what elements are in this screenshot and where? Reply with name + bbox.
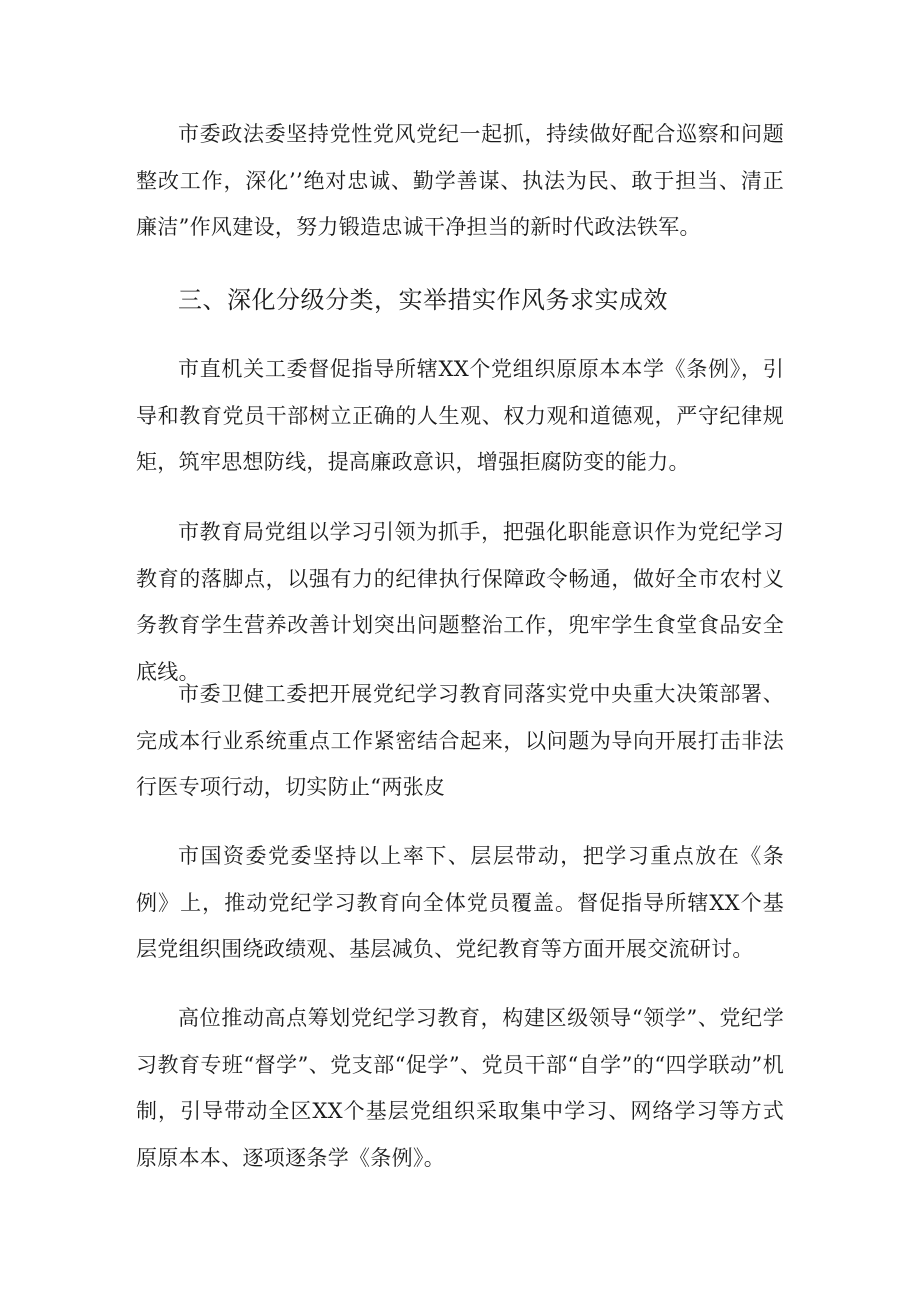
section-heading: 三、深化分级分类，实举措实作风务求实成效 [178,286,668,314]
body-paragraph-sasac: 市国资委党委坚持以上率下、层层带动，把学习重点放在《条例》上，推动党纪学习教育向全体党员覆盖。督促指导所辖XX个基层党组织围绕政绩观、基层减负、党纪教育等方面开展交流研讨。 [136,844,784,961]
body-paragraph-political-legal: 市委政法委坚持党性党风党纪一起抓，持续做好配合巡察和问题整改工作，深化’’绝对忠诚、勤学善谋、执法为民、敢于担当、清正廉洁”作风建设，努力锻造忠诚干净担当的新时代政法铁军。 [136,122,784,239]
body-paragraph-education-bureau: 市教育局党组以学习引领为抓手，把强化职能意识作为党纪学习教育的落脚点，以强有力的纪律执行保障政令畅通，做好全市农村义务教育学生营养改善计划突出问题整治工作，兜牢学生食堂食品安全底线。 [136,520,784,684]
body-paragraph-district-study: 高位推动高点筹划党纪学习教育，构建区级领导“领学”、党纪学习教育专班“督学”、党支部“促学”、党员干部“自学”的“四学联动”机制，引导带动全区XX个基层党组织采取集中学习、网络学习等方式原原本本、逐项逐条学《条例》。 [136,1006,784,1170]
body-paragraph-organs-committee: 市直机关工委督促指导所辖XX个党组织原原本本学《条例》，引导和教育党员干部树立正确的人生观、权力观和道德观，严守纪律规矩，筑牢思想防线，提高廉政意识，增强拒腐防变的能力。 [136,357,784,474]
body-paragraph-health-committee: 市委卫健工委把开展党纪学习教育同落实党中央重大决策部署、完成本行业系统重点工作紧密结合起来，以问题为导向开展打击非法行医专项行动，切实防止“两张皮 [136,682,784,799]
